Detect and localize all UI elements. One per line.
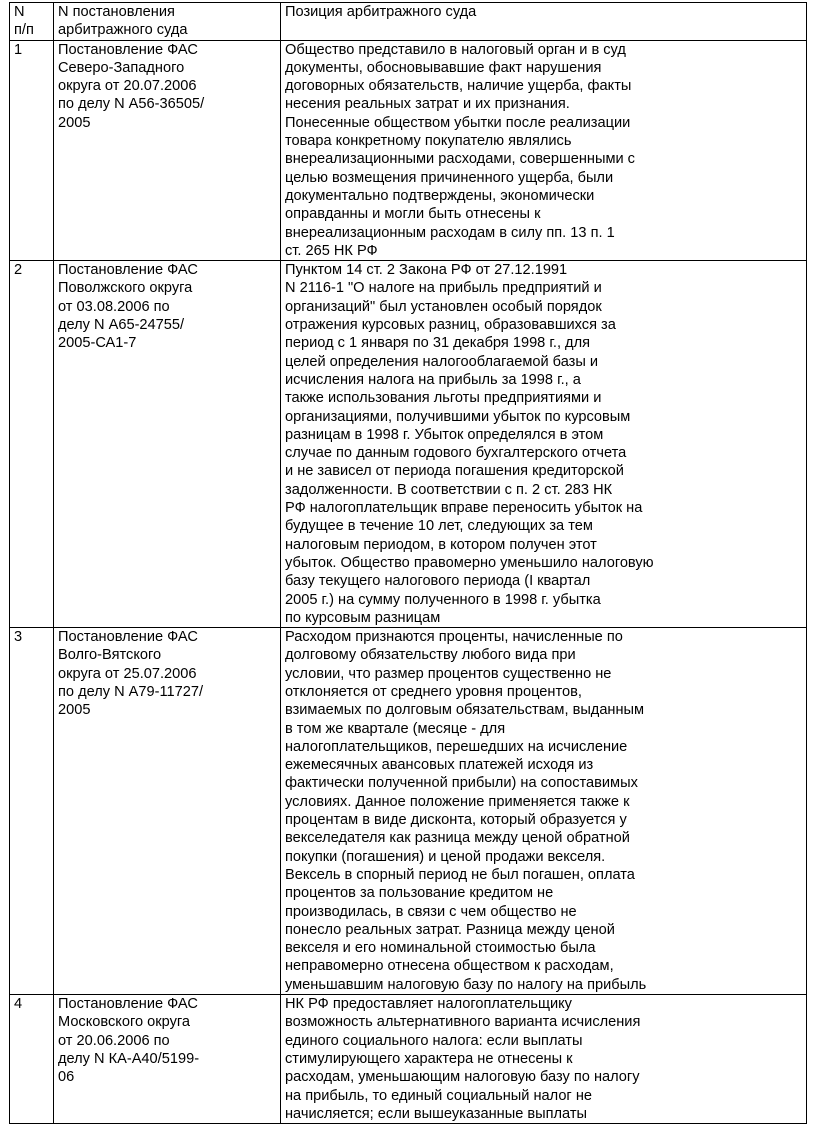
row-number-cell [10,628,54,995]
court-position-cell [281,628,807,995]
ruling-reference-line: делу N КА-А40/5199- [58,1050,200,1067]
ruling-reference-line: Постановление ФАС [58,262,198,279]
court-position-cell [281,261,807,628]
ruling-reference-line: Постановление ФАС [58,996,198,1013]
court-position-line: отклоняется от среднего уровня процентов, [285,683,582,700]
ruling-reference-line: Поволжского округа [58,280,193,297]
ruling-reference-line: 2005-СА1-7 [58,335,137,352]
ruling-reference-line: 2005 [58,114,91,131]
ruling-reference-line: 06 [58,1069,75,1086]
ruling-reference-cell [54,40,281,261]
court-position-line: задолженности. В соответствии с п. 2 ст. 283 НК [285,481,613,498]
court-position-line: процентам в виде дисконта, который образуется у [285,812,627,829]
ruling-reference-cell [54,261,281,628]
court-position-line: по курсовым разницам [285,609,441,626]
court-position-line: условиях. Данное положение применяется также к [285,793,630,810]
court-position-line: неправомерно отнесена обществом к расходам, [285,958,614,975]
table-row [10,628,807,995]
court-position-line: Расходом признаются проценты, начисленные по [285,629,623,646]
court-position-line: несения реальных затрат и их признания. [285,96,570,113]
court-position-line: налогоплательщиков, перешедших на исчисление [285,738,628,755]
table-header-row [10,3,807,41]
court-position-line: организациями, получившими убыток по курсовым [285,408,631,425]
court-position-line: производилась, в связи с чем общество не [285,903,577,920]
court-position-line: внереализационными расходами, совершенными с [285,151,635,168]
court-position-line: фактически полученной прибыли) на сопоставимых [285,775,638,792]
ruling-reference-cell [54,628,281,995]
ruling-reference-line: Постановление ФАС [58,41,198,58]
ruling-reference-line: Постановление ФАС [58,629,198,646]
court-position-line: расходам, уменьшающим налоговую базу по налогу [285,1069,640,1086]
court-position-line: возможность альтернативного варианта исчисления [285,1014,641,1031]
court-position-line: стимулирующего характера не отнесены к [285,1050,573,1067]
court-position-line: целью возмещения причиненного ущерба, были [285,169,614,186]
court-position-line: Вексель в спорный период не был погашен, оплата [285,866,635,883]
header-num-cell [10,3,54,41]
header-num-line: п/п [14,22,34,39]
court-position-line: единого социального налога: если выплаты [285,1032,583,1049]
court-position-line: Общество представило в налоговый орган и в суд [285,41,626,58]
court-position-line: также использования льготы предприятиями и [285,390,602,407]
court-position-line: организаций" был установлен особый порядок [285,298,602,315]
court-position-line: базу текущего налогового периода (I квартал [285,573,591,590]
header-court-line: арбитражного суда [58,22,188,39]
court-position-line: будущее в течение 10 лет, следующих за тем [285,518,593,535]
rulings-table [9,2,807,1124]
ruling-reference-line: Северо-Западного [58,59,185,76]
court-position-line: убыток. Общество правомерно уменьшило налоговую [285,554,654,571]
court-position-line: товара конкретному покупателю являлись [285,133,572,150]
row-number: 4 [14,996,23,1013]
header-num-line: N [14,4,25,20]
court-position-line: ст. 265 НК РФ [285,242,378,259]
court-position-line: покупки (погашения) и ценой продажи векселя. [285,848,606,865]
court-position-line: договорных обязательств, наличие ущерба, факты [285,78,632,95]
court-position-line: Понесенные обществом убытки после реализации [285,114,631,131]
court-position-line: условии, что размер процентов существенно не [285,665,612,682]
ruling-reference-line: по делу N А56-36505/ [58,96,205,113]
court-position-line: Пунктом 14 ст. 2 Закона РФ от 27.12.1991 [285,262,568,279]
ruling-reference-line: Московского округа [58,1014,190,1031]
header-position-cell [281,3,807,41]
court-position-line: целей определения налогооблагаемой базы и [285,353,599,370]
court-position-line: налоговым периодом, в котором получен этот [285,536,597,553]
ruling-reference-cell [54,995,281,1124]
ruling-reference-line: округа от 20.07.2006 [58,78,197,95]
row-number-cell [10,995,54,1124]
court-position-line: внереализационным расходам в силу пп. 13 п. 1 [285,224,615,241]
court-position-line: исчисления налога на прибыль за 1998 г., а [285,371,581,388]
court-position-line: в том же квартале (месяце - для [285,720,506,737]
row-number-cell [10,40,54,261]
court-position-line: уменьшавшим налоговую базу по налогу на прибыль [285,976,647,993]
court-position-line: N 2116-1 "О налоге на прибыль предприятий и [285,280,602,297]
table-row [10,995,807,1124]
court-position-line: векселя и его номинальной стоимостью была [285,940,596,957]
ruling-reference-line: Волго-Вятского [58,647,162,664]
court-position-line: документально подтверждены, экономически [285,187,595,204]
ruling-reference-line: 2005 [58,702,91,719]
header-court-cell [54,3,281,41]
row-number-cell [10,261,54,628]
court-position-line: документы, обосновывавшие факт нарушения [285,59,602,76]
header-court-line: N постановления [58,4,175,20]
court-position-line: период с 1 января по 31 декабря 1998 г., для [285,335,590,352]
court-position-line: разницам в 1998 г. Убыток определялся в этом [285,426,604,443]
court-position-line: отражения курсовых разниц, образовавшихся за [285,317,616,334]
court-position-cell [281,40,807,261]
ruling-reference-line: округа от 25.07.2006 [58,665,197,682]
court-position-line: процентов за пользование кредитом не [285,885,554,902]
ruling-reference-line: по делу N А79-11727/ [58,683,204,700]
court-position-line: и не зависел от периода погашения кредиторской [285,463,624,480]
row-number: 2 [14,262,23,279]
row-number: 1 [14,41,23,58]
court-position-line: векселедателя как разница между ценой обратной [285,830,630,847]
ruling-reference-line: от 03.08.2006 по [58,298,170,315]
court-position-line: оправданны и могли быть отнесены к [285,206,541,223]
court-position-line: взимаемых по долговым обязательствам, выданным [285,702,645,719]
court-position-line: случае по данным годового бухгалтерского отчета [285,445,627,462]
court-position-line: на прибыль, то единый социальный налог не [285,1087,592,1104]
court-position-line: НК РФ предоставляет налогоплательщику [285,996,572,1013]
court-position-line: ежемесячных авансовых платежей исходя из [285,757,594,774]
court-position-line: 2005 г.) на сумму полученного в 1998 г. убытка [285,591,601,608]
court-position-line: понесло реальных затрат. Разница между ценой [285,921,615,938]
table-row [10,40,807,261]
court-position-line: РФ налогоплательщик вправе переносить убыток на [285,500,643,517]
table-row [10,261,807,628]
court-position-line: долговому обязательству любого вида при [285,647,576,664]
ruling-reference-line: от 20.06.2006 по [58,1032,170,1049]
header-position-line: Позиция арбитражного суда [285,4,477,20]
ruling-reference-line: делу N А65-24755/ [58,317,185,334]
court-position-line: начисляется; если вышеуказанные выплаты [285,1105,587,1122]
row-number: 3 [14,629,23,646]
rulings-table-body [10,3,807,1124]
court-position-cell [281,995,807,1124]
